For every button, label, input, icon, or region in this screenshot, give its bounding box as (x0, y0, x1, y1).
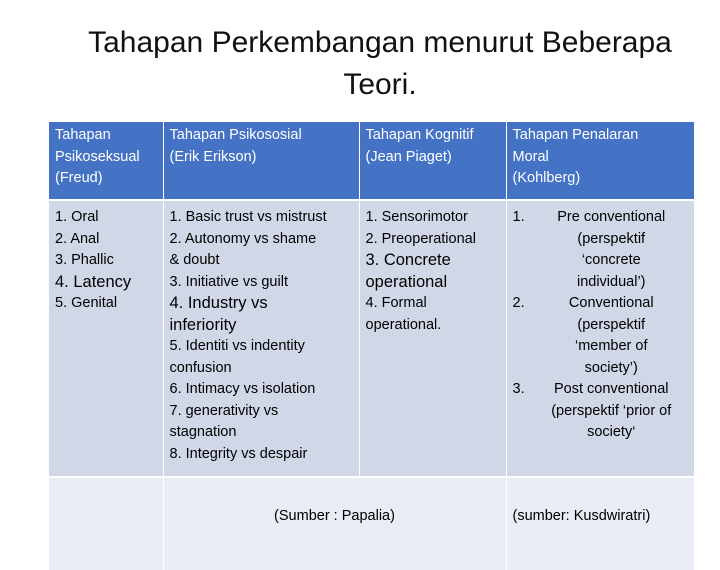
header-piaget (359, 122, 506, 200)
header-text: Tahapan Psikososial (169, 127, 302, 143)
freud-stage: 2. Anal (55, 230, 100, 247)
kohlberg-stage-number: 2. (512, 295, 525, 311)
kohlberg-line: society‘ (587, 424, 636, 440)
page-title (60, 22, 700, 106)
freud-stage: 4. Latency (55, 272, 132, 291)
header-erikson (163, 122, 359, 200)
erikson-line: & doubt (169, 252, 220, 268)
kohlberg-line: Conventional (568, 295, 654, 311)
erikson-line: confusion (169, 359, 232, 376)
header-text: (Freud) (55, 170, 103, 186)
kohlberg-line: (perspektif ‘prior of (551, 402, 672, 419)
kohlberg-line: Pre conventional (557, 209, 666, 225)
header-freud (49, 122, 163, 200)
kohlberg-stage (513, 207, 689, 293)
kohlberg-line: individual’) (576, 273, 646, 290)
piaget-line: 2. Preoperational (365, 230, 476, 247)
piaget-line: 1. Sensorimotor (365, 209, 468, 225)
kohlberg-line: Post conventional (554, 381, 669, 397)
erikson-line: 4. Industry vs (169, 294, 268, 312)
kohlberg-stage (513, 293, 689, 379)
header-text: Psikoseksual (55, 148, 140, 165)
header-kohlberg (506, 122, 694, 200)
kohlberg-stages-cell (506, 200, 694, 477)
theory-stages-table (49, 122, 694, 570)
kohlberg-line: society’) (584, 359, 638, 376)
header-text: Tahapan Penalaran (512, 127, 639, 143)
header-text: Tahapan (55, 127, 111, 143)
source-kusdwiratri: (sumber: Kusdwiratri) (506, 477, 694, 570)
erikson-line: 3. Initiative vs guilt (169, 273, 288, 290)
erikson-line: 7. generativity vs (169, 402, 279, 419)
kohlberg-line: (perspektif (577, 230, 646, 247)
table-header-row (49, 122, 694, 200)
erikson-line: 8. Integrity vs despair (169, 445, 308, 462)
freud-stage: 1. Oral (55, 209, 99, 225)
erikson-line: 2. Autonomy vs shame (169, 230, 317, 247)
kohlberg-line: ‘concrete (581, 252, 641, 268)
freud-stage: 3. Phallic (55, 252, 114, 268)
header-text: (Kohlberg) (512, 170, 581, 186)
header-text: Tahapan Kognitif (365, 127, 474, 143)
erikson-line: 6. Intimacy vs isolation (169, 381, 316, 397)
header-text: (Jean Piaget) (365, 148, 452, 165)
erikson-line: stagnation (169, 424, 237, 440)
source-empty-cell (49, 477, 163, 570)
title-line-1: Tahapan Perkembangan menurut Beberapa (88, 26, 672, 59)
piaget-stages-cell (359, 200, 506, 477)
kohlberg-stage-number: 1. (512, 209, 525, 225)
table-body-row (49, 200, 694, 477)
header-text: Moral (512, 148, 549, 165)
erikson-line: inferiority (169, 315, 237, 334)
kohlberg-line: (perspektif (577, 316, 646, 333)
table-source-row (49, 477, 694, 570)
piaget-line: 3. Concrete (365, 251, 451, 269)
kohlberg-stage (513, 379, 689, 444)
kohlberg-line: ‘member of (574, 338, 648, 354)
freud-stage: 5. Genital (55, 295, 118, 311)
source-papalia: (Sumber : Papalia) (163, 477, 506, 570)
piaget-line: 4. Formal (365, 295, 427, 311)
erikson-stages-cell (163, 200, 359, 477)
erikson-line: 5. Identiti vs indentity (169, 338, 305, 354)
freud-stages-cell (49, 200, 163, 477)
erikson-line: 1. Basic trust vs mistrust (169, 209, 327, 225)
piaget-line: operational (365, 272, 448, 291)
header-text: (Erik Erikson) (169, 148, 257, 165)
kohlberg-stage-number: 3. (512, 381, 525, 397)
piaget-line: operational. (365, 316, 442, 333)
title-line-2: Teori. (343, 68, 417, 101)
